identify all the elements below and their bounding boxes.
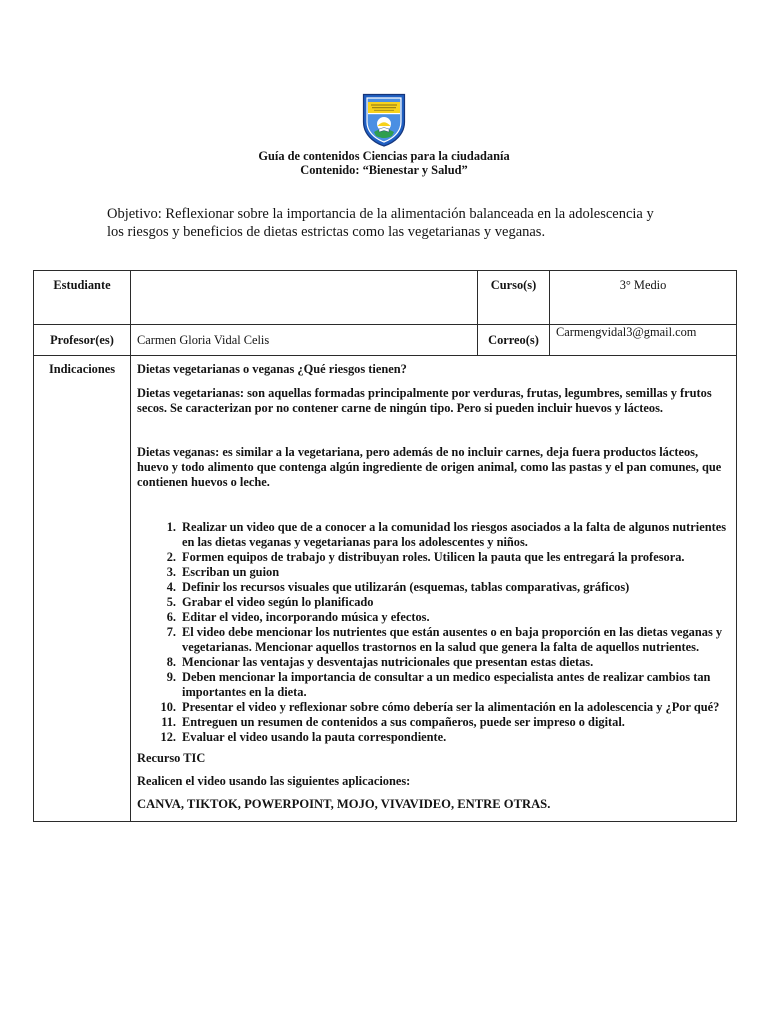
list-item-number: 3.	[166, 565, 176, 579]
email-label: Correo(s)	[478, 325, 550, 356]
steps-list	[137, 520, 730, 745]
list-item-text: Deben mencionar la importancia de consultar a un medico especialista antes de realizar cambios tan importantes en la dieta.	[182, 670, 711, 699]
list-item	[137, 580, 730, 595]
list-item	[137, 655, 730, 670]
list-item	[137, 610, 730, 625]
list-item-text: El video debe mencionar los nutrientes que están ausentes o en baja proporción en las dietas veganas y vegetarianas. Mencionar aquellos trastornos en la salud que genera la falta de aquellos nutrientes.	[182, 625, 723, 654]
instructions-label: Indicaciones	[34, 356, 131, 822]
student-row	[34, 271, 737, 325]
info-table	[33, 270, 737, 822]
list-item-number: 9.	[166, 670, 176, 684]
list-item	[137, 595, 730, 610]
list-item-number: 12.	[160, 730, 176, 744]
list-item-number: 2.	[166, 550, 176, 564]
paragraph-vegan: Dietas veganas: es similar a la vegetariana, pero además de no incluir carnes, deja fuera productos lácteos, huevo y todo alimento que contenga algún ingrediente de origen animal, como las pastas y el pan comunes, que contienen huevos o leche.	[137, 445, 722, 489]
list-item-number: 6.	[166, 610, 176, 624]
list-item-text: Definir los recursos visuales que utilizarán (esquemas, tablas comparativas, gráficos)	[182, 580, 630, 594]
school-crest-icon	[362, 93, 406, 147]
list-item-number: 1.	[166, 520, 176, 534]
email-value: Carmengvidal3@gmail.com	[550, 325, 737, 356]
list-item-text: Formen equipos de trabajo y distribuyan roles. Utilicen la pauta que les entregará la profesora.	[182, 550, 685, 564]
instructions-content	[131, 356, 737, 822]
teacher-label: Profesor(es)	[34, 325, 131, 356]
list-item	[137, 550, 730, 565]
list-item	[137, 730, 730, 745]
instructions-heading: Dietas vegetarianas o veganas ¿Qué riesgos tienen?	[137, 362, 407, 376]
list-item-text: Escriban un guion	[182, 565, 280, 579]
list-item-text: Entreguen un resumen de contenidos a sus compañeros, puede ser impreso o digital.	[182, 715, 625, 729]
paragraph-vegetarian: Dietas vegetarianas: son aquellas formadas principalmente por verduras, frutas, legumbres, semillas y frutos secos. Se caracterizan por no contener carne de ningún tipo. Pero si pueden incluir huevos y lácteos.	[137, 386, 712, 415]
resource-apps: CANVA, TIKTOK, POWERPOINT, MOJO, VIVAVIDEO, ENTRE OTRAS.	[137, 797, 551, 811]
list-item-number: 4.	[166, 580, 176, 594]
list-item-text: Mencionar las ventajas y desventajas nutricionales que presentan estas dietas.	[182, 655, 594, 669]
document-header	[0, 149, 768, 177]
list-item-text: Grabar el video según lo planificado	[182, 595, 374, 609]
list-item-text: Realizar un video que de a conocer a la comunidad los riesgos asociados a la falta de algunos nutrientes en las dietas veganas y vegetarianas para los adolescentes y niños.	[182, 520, 727, 549]
list-item-text: Presentar el video y reflexionar sobre cómo debería ser la alimentación en la adolescencia y ¿Por qué?	[182, 700, 720, 714]
list-item-number: 5.	[166, 595, 176, 609]
instructions-row	[34, 356, 737, 822]
objective-text: Objetivo: Reflexionar sobre la importancia de la alimentación balanceada en la adolescencia y los riesgos y beneficios de dietas estrictas como las vegetarianas y veganas.	[107, 206, 654, 240]
teacher-name: Carmen Gloria Vidal Celis	[131, 325, 478, 356]
list-item-text: Evaluar el video usando la pauta correspondiente.	[182, 730, 447, 744]
document-title: Guía de contenidos Ciencias para la ciudadanía	[258, 149, 510, 163]
list-item-text: Editar el video, incorporando música y efectos.	[182, 610, 430, 624]
teacher-row	[34, 325, 737, 356]
document-subtitle: Contenido: “Bienestar y Salud”	[300, 163, 468, 177]
list-item	[137, 520, 730, 550]
resource-title: Recurso TIC	[137, 751, 206, 765]
list-item	[137, 625, 730, 655]
course-label: Curso(s)	[478, 271, 550, 325]
list-item-number: 10.	[160, 700, 176, 714]
list-item	[137, 715, 730, 730]
list-item	[137, 565, 730, 580]
student-label: Estudiante	[34, 271, 131, 325]
list-item	[137, 700, 730, 715]
list-item-number: 11.	[161, 715, 176, 729]
student-name-cell	[131, 271, 478, 325]
list-item	[137, 670, 730, 700]
list-item-number: 8.	[166, 655, 176, 669]
resource-intro: Realicen el video usando las siguientes aplicaciones:	[137, 774, 411, 788]
list-item-number: 7.	[166, 625, 176, 639]
course-value: 3° Medio	[550, 271, 737, 325]
